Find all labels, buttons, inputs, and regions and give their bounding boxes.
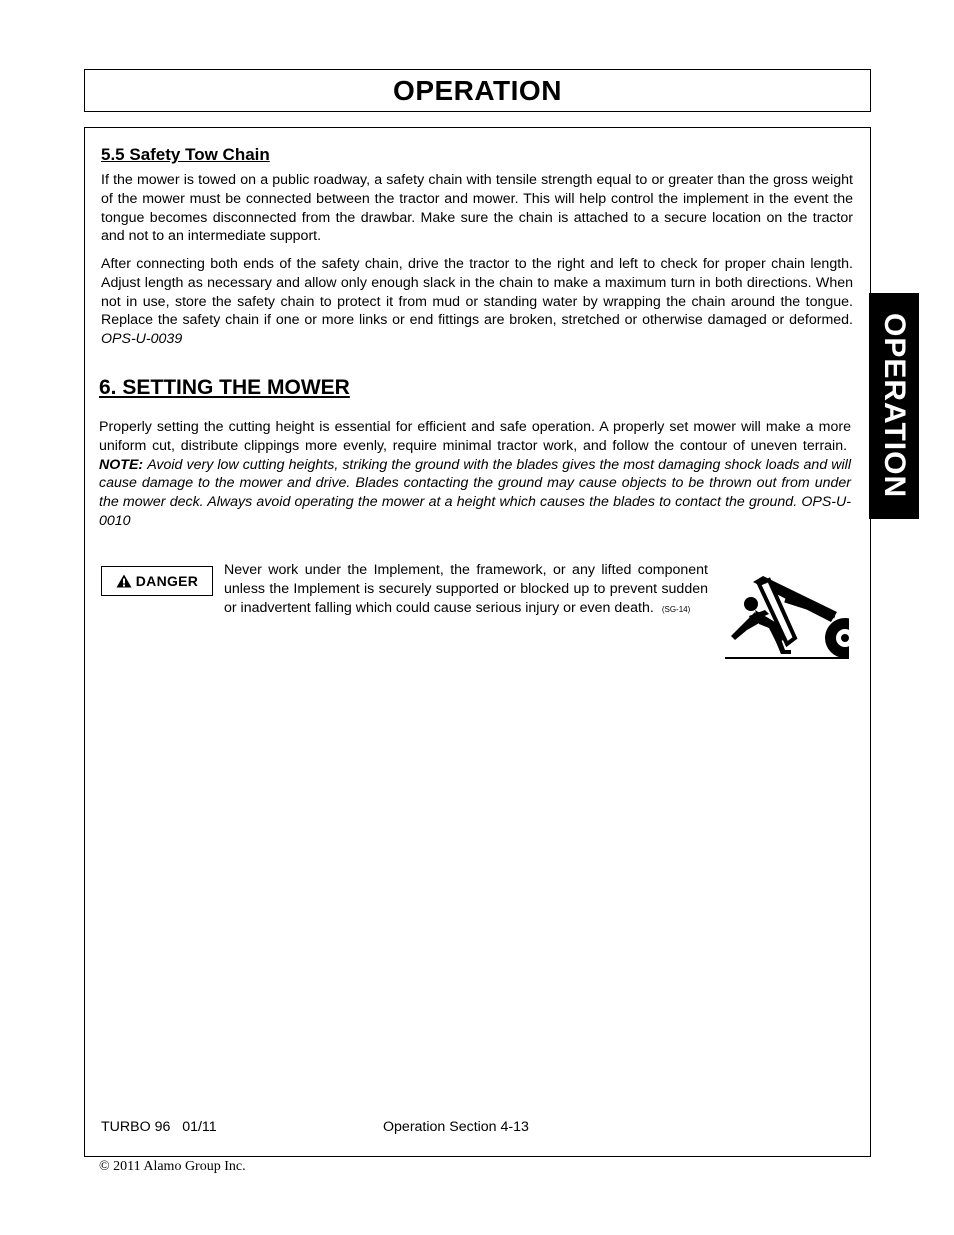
section-6-paragraph [99,418,851,531]
section-5-5-paragraph-1: If the mower is towed on a public roadway, a safety chain with tensile strength equal to or greater than the gross weight of the mower must be connected between the tractor and mower. This will help control the implement in the event the tongue becomes disconnected from the drawbar. Make sure the chain is attached to a secure location on the tractor and not to an intermediate support. [101,172,853,245]
note-label: NOTE: [99,456,144,473]
paragraph-text: After connecting both ends of the safety chain, drive the tractor to the right and left to check for proper chain length. Adjust length as necessary and allow only enough slack in the chain to make a maximum turn in both directions. When not in use, store the safety chain to protect it from mud or standing water by wrapping the chain around the tongue. Replace the safety chain if one or more links or end fittings are broken, stretched or otherwise damaged or deformed. [101,256,853,329]
section-5-5-title: 5.5 Safety Tow Chain [101,145,270,164]
copyright: © 2011 Alamo Group Inc. [99,1159,246,1174]
side-tab-label: OPERATION [878,313,911,499]
side-tab [869,293,919,519]
section-6-title: 6. SETTING THE MOWER [99,376,350,399]
paragraph-text: Properly setting the cutting height is essential for efficient and safe operation. A properly set mower will make a more uniform cut, distribute clippings more evenly, require minimal tractor work, and follow the contour of uneven terrain. [99,419,851,454]
danger-code: (SG-14) [661,604,691,614]
ops-code: OPS-U-0039 [101,331,183,348]
danger-text: DANGER [135,573,199,589]
warning-triangle-icon [116,574,132,588]
crushing-hazard-icon [725,570,849,660]
danger-label [101,566,213,596]
danger-message [224,561,708,619]
page-title: OPERATION [393,74,562,106]
footer-section: Operation Section 4-13 [383,1119,529,1135]
footer-model: TURBO 96 01/11 [101,1119,217,1135]
note-text: Avoid very low cutting heights, striking the ground with the blades gives the most damaging shock loads and will cause damage to the mower and drive. Blades contacting the ground may cause objects to be thrown out from under the mower deck. Always avoid operating the mower at a height which causes the blades to contact the ground. OPS-U- 0010 [99,456,851,529]
page-header [84,69,871,112]
danger-message-text: Never work under the Implement, the framework, or any lifted component unless the Implement is securely supported or blocked up to prevent sudden or inadvertent falling which could cause serious injury or even death. [224,562,708,616]
section-5-5-paragraph-2 [101,255,853,349]
